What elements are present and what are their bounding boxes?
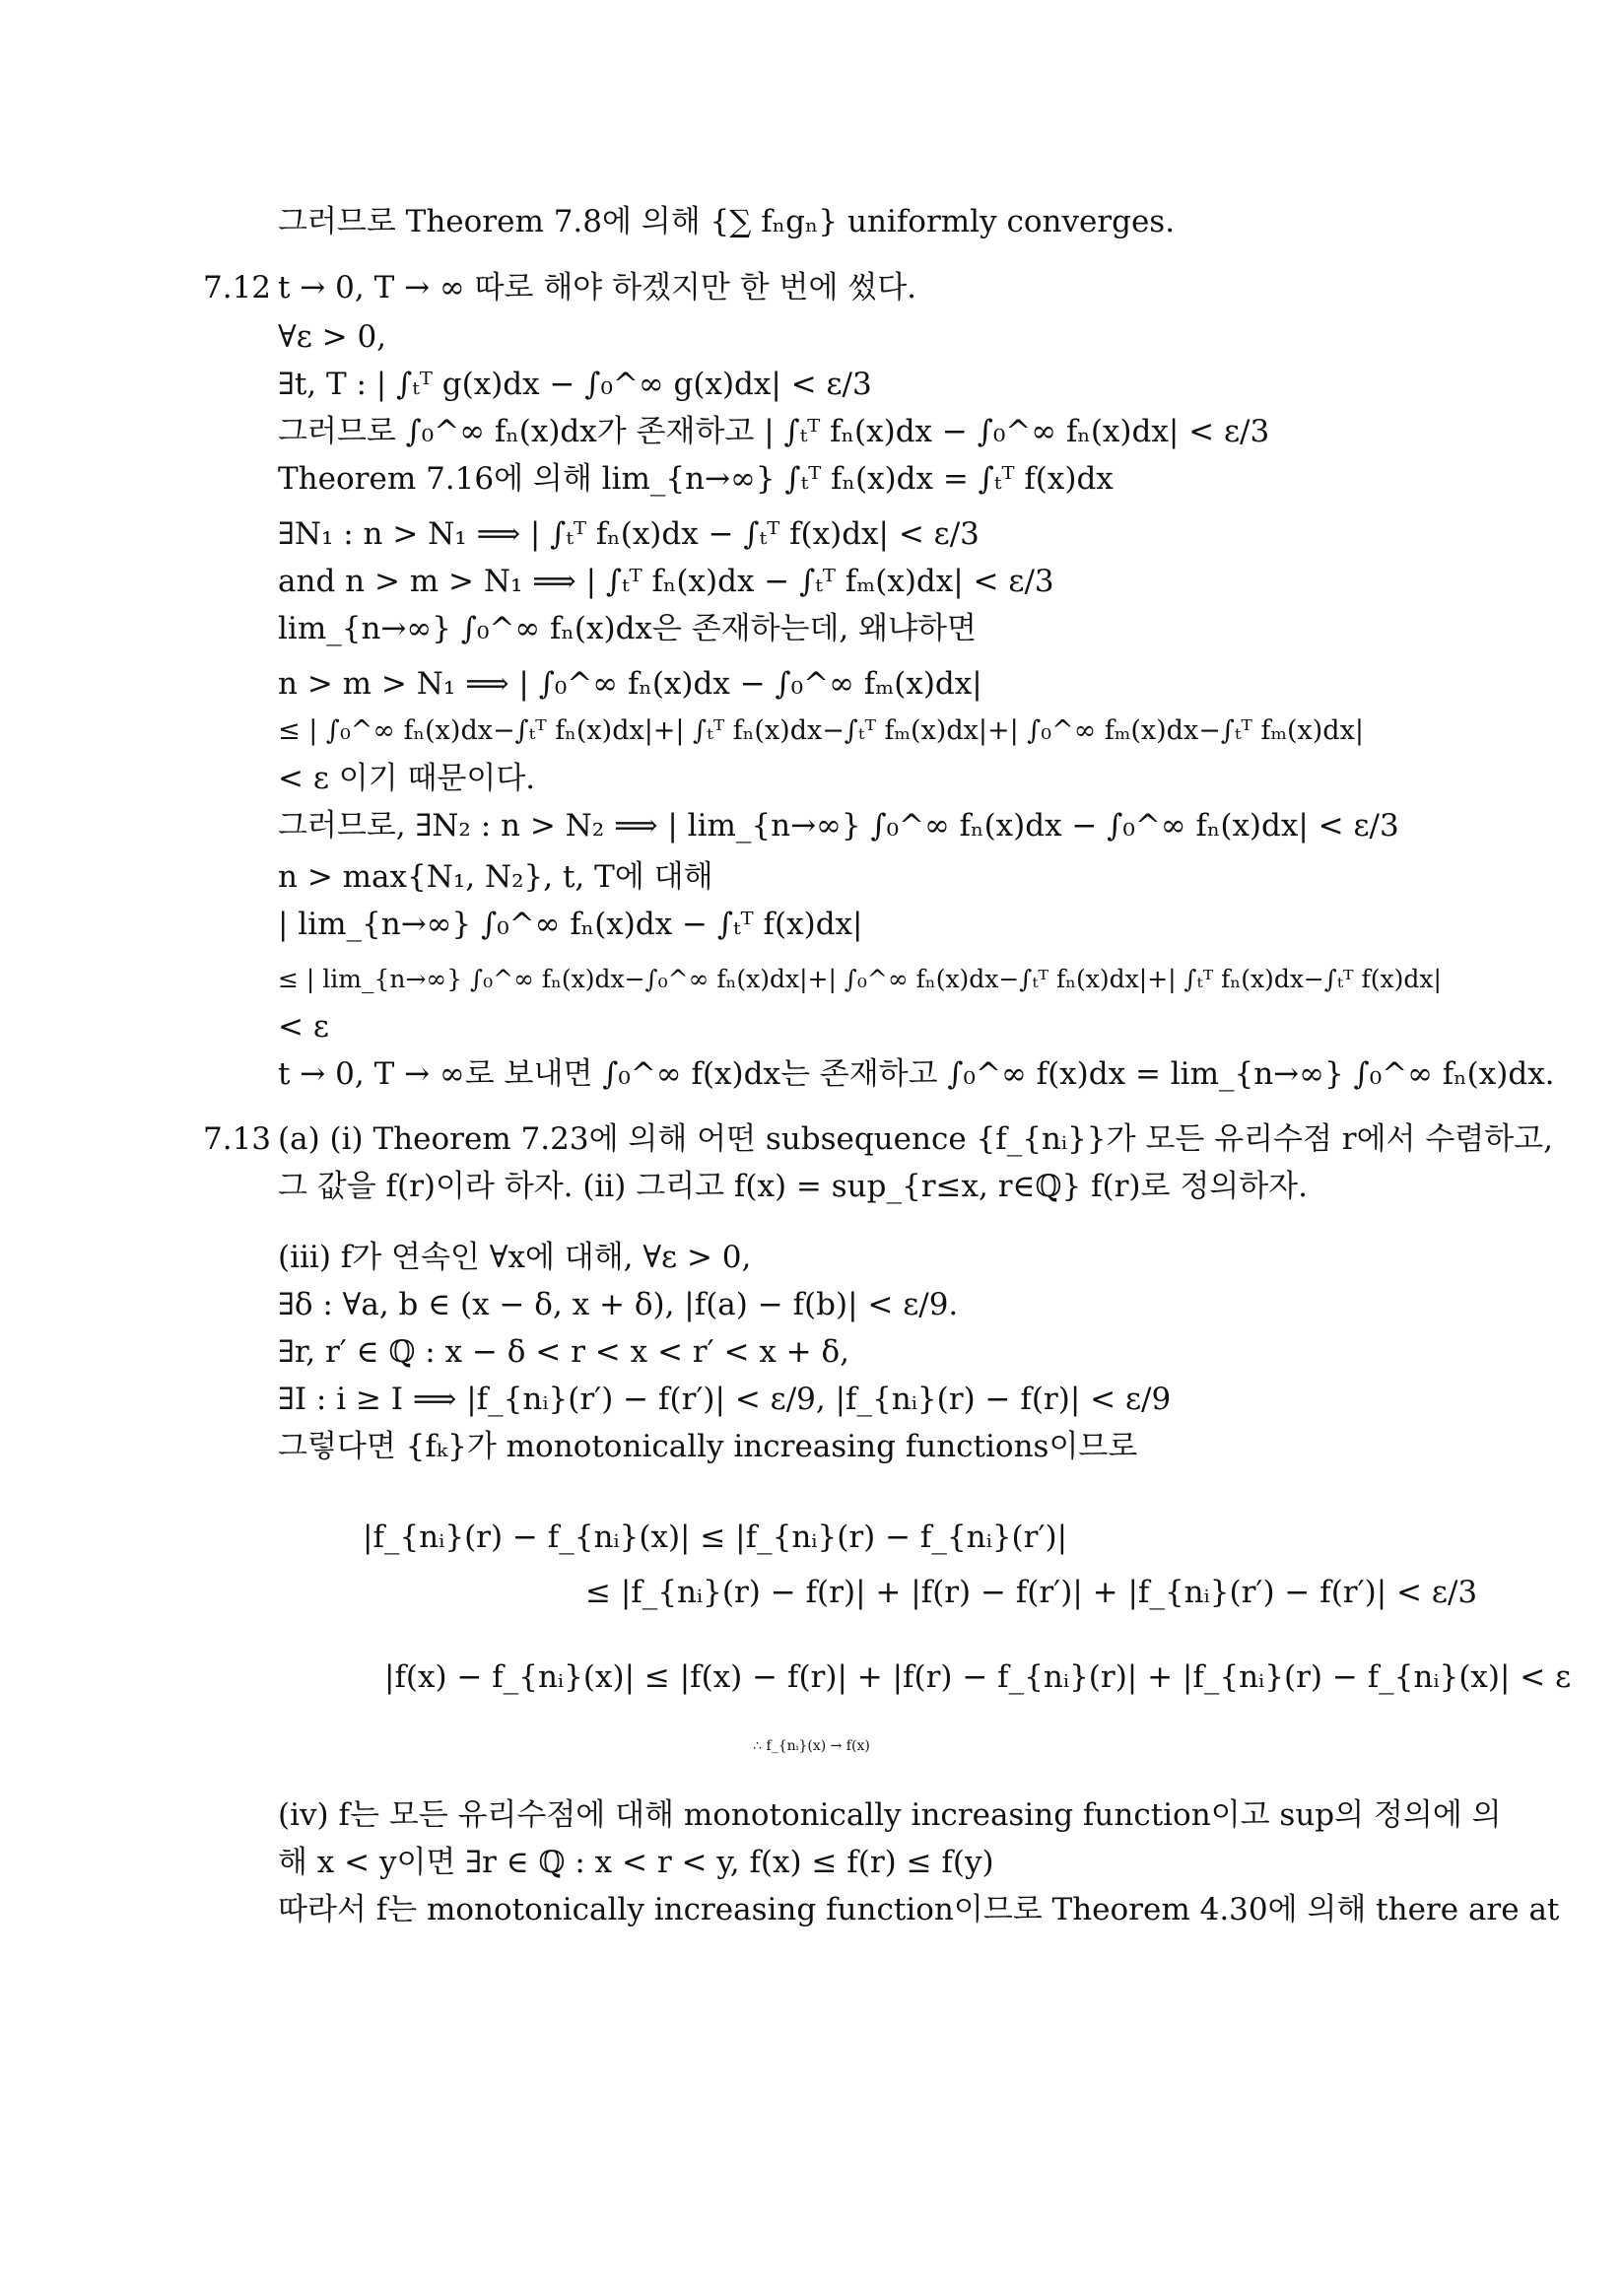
- text-line: 따라서 f는 monotonically increasing function이므로 Theorem 4.30에 의해 there are at: [278, 1892, 1560, 1927]
- text-line: 해 x < y이면 ∃r ∈ ℚ : x < r < y, f(x) ≤ f(r) ≤ f(y): [278, 1845, 994, 1880]
- problem-number: 7.12: [203, 270, 272, 305]
- text-line: < ε: [278, 1009, 329, 1045]
- equation-line: ∴ f_{nᵢ}(x) → f(x): [753, 1738, 870, 1754]
- text-line: (iv) f는 모든 유리수점에 대해 monotonically increasing function이고 sup의 정의에 의: [278, 1797, 1502, 1833]
- problem-number: 7.13: [203, 1121, 272, 1157]
- text-line: 그렇다면 {fₖ}가 monotonically increasing functions이므로: [278, 1429, 1138, 1464]
- text-line: n > m > N₁ ⟹ | ∫₀^∞ fₙ(x)dx − ∫₀^∞ fₘ(x)dx|: [278, 666, 982, 702]
- text-line: 그 값을 f(r)이라 하자. (ii) 그리고 f(x) = sup_{r≤x, r∈ℚ} f(r)로 정의하자.: [278, 1169, 1308, 1204]
- text-line: 그러므로 ∫₀^∞ fₙ(x)dx가 존재하고 | ∫ₜᵀ fₙ(x)dx − ∫₀^∞ fₙ(x)dx| < ε/3: [278, 414, 1270, 449]
- text-line: ∃I : i ≥ I ⟹ |f_{nᵢ}(r′) − f(r′)| < ε/9, |f_{nᵢ}(r) − f(r)| < ε/9: [278, 1382, 1172, 1417]
- text-line: 그러므로 Theorem 7.8에 의해 {∑ fₙgₙ} uniformly converges.: [278, 204, 1176, 239]
- text-line: ≤ | lim_{n→∞} ∫₀^∞ fₙ(x)dx−∫₀^∞ fₙ(x)dx|+| ∫₀^∞ fₙ(x)dx−∫ₜᵀ fₙ(x)dx|+| ∫ₜᵀ fₙ(x)dx−∫ₜᵀ f(x)dx|: [278, 965, 1442, 993]
- text-line: t → 0, T → ∞로 보내면 ∫₀^∞ f(x)dx는 존재하고 ∫₀^∞ f(x)dx = lim_{n→∞} ∫₀^∞ fₙ(x)dx.: [278, 1056, 1555, 1092]
- equation-line: |f(x) − f_{nᵢ}(x)| ≤ |f(x) − f(r)| + |f(r) − f_{nᵢ}(r)| + |f_{nᵢ}(r) − f_{nᵢ}(x)| < ε: [384, 1659, 1572, 1695]
- text-line: ≤ | ∫₀^∞ fₙ(x)dx−∫ₜᵀ fₙ(x)dx|+| ∫ₜᵀ fₙ(x)dx−∫ₜᵀ fₘ(x)dx|+| ∫₀^∞ fₘ(x)dx−∫ₜᵀ fₘ(x)dx|: [278, 715, 1364, 746]
- text-line: ∃r, r′ ∈ ℚ : x − δ < r < x < r′ < x + δ,: [278, 1334, 850, 1370]
- text-line: and n > m > N₁ ⟹ | ∫ₜᵀ fₙ(x)dx − ∫ₜᵀ fₘ(x)dx| < ε/3: [278, 564, 1054, 599]
- text-line: (a) (i) Theorem 7.23에 의해 어떤 subsequence {f_{nᵢ}}가 모든 유리수점 r에서 수렴하고,: [278, 1121, 1553, 1157]
- text-line: ∀ε > 0,: [278, 319, 387, 355]
- text-line: ∃N₁ : n > N₁ ⟹ | ∫ₜᵀ fₙ(x)dx − ∫ₜᵀ f(x)dx| < ε/3: [278, 516, 980, 552]
- text-line: (iii) f가 연속인 ∀x에 대해, ∀ε > 0,: [278, 1240, 752, 1275]
- text-line: Theorem 7.16에 의해 lim_{n→∞} ∫ₜᵀ fₙ(x)dx = ∫ₜᵀ f(x)dx: [278, 461, 1114, 497]
- text-line: < ε 이기 때문이다.: [278, 761, 536, 796]
- equation-line: ≤ |f_{nᵢ}(r) − f(r)| + |f(r) − f(r′)| + |f_{nᵢ}(r′) − f(r′)| < ε/3: [585, 1575, 1478, 1610]
- text-line: | lim_{n→∞} ∫₀^∞ fₙ(x)dx − ∫ₜᵀ f(x)dx|: [278, 907, 863, 942]
- text-line: n > max{N₁, N₂}, t, T에 대해: [278, 859, 713, 895]
- text-line: lim_{n→∞} ∫₀^∞ fₙ(x)dx은 존재하는데, 왜냐하면: [278, 611, 977, 646]
- text-line: 그러므로, ∃N₂ : n > N₂ ⟹ | lim_{n→∞} ∫₀^∞ fₙ(x)dx − ∫₀^∞ fₙ(x)dx| < ε/3: [278, 808, 1399, 844]
- text-line: t → 0, T → ∞ 따로 해야 하겠지만 한 번에 썼다.: [278, 270, 917, 305]
- text-line: ∃t, T : | ∫ₜᵀ g(x)dx − ∫₀^∞ g(x)dx| < ε/3: [278, 367, 872, 402]
- text-line: ∃δ : ∀a, b ∈ (x − δ, x + δ), |f(a) − f(b)| < ε/9.: [278, 1287, 959, 1322]
- equation-line: |f_{nᵢ}(r) − f_{nᵢ}(x)| ≤ |f_{nᵢ}(r) − f_{nᵢ}(r′)|: [363, 1519, 1068, 1555]
